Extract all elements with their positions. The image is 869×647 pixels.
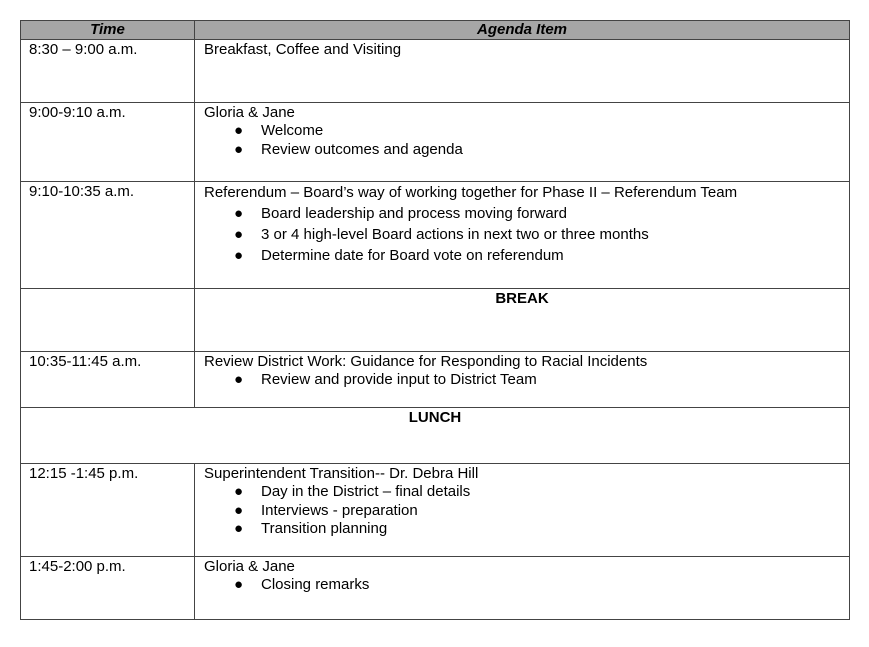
bullet-item [234, 203, 840, 224]
bullet-text: Closing remarks [261, 576, 370, 593]
bullet-text: Interviews - preparation [261, 501, 418, 519]
bullet-item [234, 520, 840, 539]
agenda-item-cell [195, 464, 850, 557]
bullet-item [234, 502, 840, 521]
bullet-icon: ● [234, 122, 244, 139]
agenda-item-cell [195, 40, 850, 103]
bullet-text: 3 or 4 high-level Board actions in next two or three months [261, 226, 649, 243]
time-cell [21, 182, 195, 289]
agenda-item-title: Gloria & Jane [204, 104, 295, 121]
agenda-item-title: Referendum – Board’s way of working together for Phase II – Referendum Team [204, 184, 738, 201]
bullet-list [204, 576, 840, 595]
agenda-item-cell [195, 352, 850, 408]
agenda-row [21, 103, 850, 182]
time-cell [21, 40, 195, 103]
header-row [21, 21, 850, 40]
time-text: 12:15 -1:45 p.m. [29, 465, 139, 482]
agenda-item-title: Gloria & Jane [204, 558, 295, 575]
bullet-text: Board leadership and process moving forward [261, 205, 567, 222]
bullet-item [234, 122, 840, 141]
agenda-table [20, 20, 850, 620]
bullet-item [234, 141, 840, 160]
time-text: 8:30 – 9:00 a.m. [29, 41, 138, 58]
bullet-icon: ● [234, 483, 244, 500]
agenda-row [21, 352, 850, 408]
bullet-item [234, 483, 840, 502]
bullet-list [204, 122, 840, 159]
bullet-text: Determine date for Board vote on referendum [261, 247, 564, 264]
agenda-item-title: Breakfast, Coffee and Visiting [204, 41, 402, 58]
agenda-item-title: Review District Work: Guidance for Responding to Racial Incidents [204, 353, 648, 370]
agenda-row [21, 40, 850, 103]
time-text: 9:10-10:35 a.m. [29, 183, 135, 200]
agenda-item-title: Superintendent Transition-- Dr. Debra Hill [204, 465, 479, 482]
bullet-list [204, 203, 840, 266]
agenda-item-cell [195, 182, 850, 289]
agenda-row [21, 182, 850, 289]
time-cell [21, 352, 195, 408]
time-text: 9:00-9:10 a.m. [29, 104, 126, 121]
agenda-item-cell [195, 103, 850, 182]
bullet-text: Day in the District – final details [261, 483, 471, 500]
lunch-cell: LUNCH [21, 408, 850, 464]
bullet-icon: ● [234, 576, 244, 593]
time-cell [21, 464, 195, 557]
bullet-list [204, 371, 840, 390]
time-cell [21, 289, 195, 352]
bullet-item [234, 224, 840, 245]
time-text: 10:35-11:45 a.m. [29, 353, 142, 370]
agenda-item-cell [195, 557, 850, 620]
bullet-icon: ● [234, 247, 244, 264]
bullet-icon: ● [234, 226, 244, 243]
time-cell [21, 557, 195, 620]
time-cell [21, 103, 195, 182]
bullet-text: Transition planning [261, 520, 388, 537]
bullet-text: Review and provide input to District Team [261, 371, 537, 388]
time-column-header: Time [21, 21, 195, 40]
time-text: 1:45-2:00 p.m. [29, 558, 126, 575]
agenda-item-column-header: Agenda Item [195, 21, 850, 40]
bullet-text: Review outcomes and agenda [261, 140, 463, 158]
bullet-item [234, 371, 840, 390]
bullet-icon: ● [234, 205, 244, 222]
bullet-icon: ● [234, 140, 244, 158]
bullet-item [234, 576, 840, 595]
bullet-item [234, 245, 840, 266]
bullet-icon: ● [234, 520, 244, 537]
agenda-row [21, 289, 850, 352]
bullet-icon: ● [234, 371, 244, 388]
bullet-icon: ● [234, 501, 244, 519]
agenda-row [21, 557, 850, 620]
agenda-row [21, 408, 850, 464]
agenda-row [21, 464, 850, 557]
bullet-list [204, 483, 840, 539]
break-cell: BREAK [195, 289, 850, 352]
bullet-text: Welcome [261, 122, 324, 139]
